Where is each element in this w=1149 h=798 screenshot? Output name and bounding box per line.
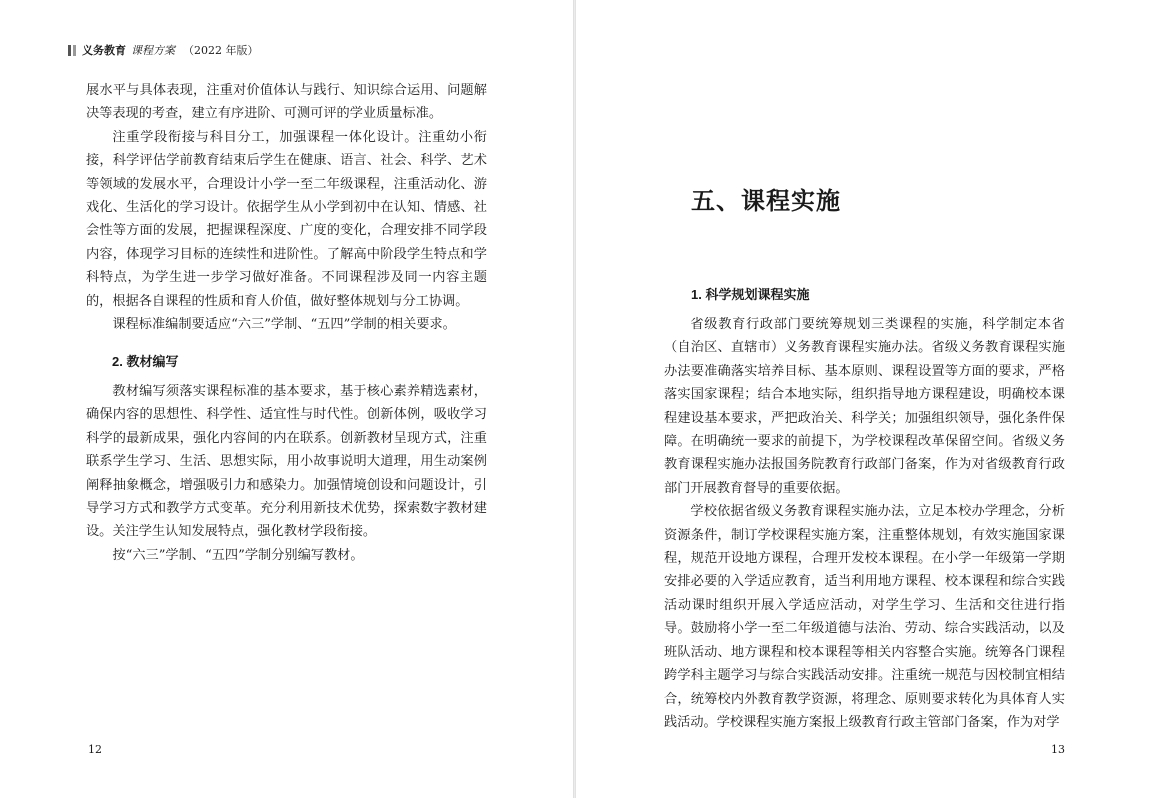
paragraph: 课程标准编制要适应“六三”学制、“五四”学制的相关要求。: [112, 317, 456, 333]
section-heading: 1. 科学规划课程实施: [691, 287, 810, 302]
paragraph: 展水平与具体表现，注重对价值体认与践行、知识综合运用、问题解决等表现的考查，建立有序进阶、可测可评的学业质量标准。: [86, 83, 487, 122]
running-head: [68, 43, 259, 57]
paragraph: 学校依据省级义务教育课程实施办法，立足本校办学理念，分析资源条件，制订学校课程实施方案，注重整体规划，有效实施国家课程，规范开设地方课程，合理开发校本课程。在小学一年级第一学期安排必要的入学适应教育，适当利用地方课程、校本课程和综合实践活动课时组织开展入学适应活动，对学生学习、生活和交往进行指导。鼓励将小学一至二年级道德与法治、劳动、综合实践活动，以及班队活动、地方课程和校本课程等相关内容整合实施。统筹各门课程跨学科主题学习与综合实践活动安排。注重统一规范与因校制宜相结合，统筹校内外教育教学资源，将理念、原则要求转化为具体育人实践活动。学校课程实施方案报上级教育行政主管部门备案，作为对学: [664, 504, 1065, 730]
running-head-book: 义务教育: [82, 44, 126, 57]
section-heading: 2. 教材编写: [112, 354, 179, 369]
paragraph: 省级教育行政部门要统筹规划三类课程的实施，科学制定本省（自治区、直辖市）义务教育课程实施办法。省级义务教育课程实施办法要准确落实培养目标、基本原则、课程设置等方面的要求，严格落实国家课程；结合本地实际，组织指导地方课程建设，明确校本课程建设基本要求，严把政治关、科学关；加强组织领导，强化条件保障。在明确统一要求的前提下，为学校课程改革保留空间。省级义务教育课程实施办法报国务院教育行政部门备案，作为对省级教育行政部门开展教育督导的重要依据。: [664, 317, 1065, 496]
paragraph: 注重学段衔接与科目分工，加强课程一体化设计。注重幼小衔接，科学评估学前教育结束后学生在健康、语言、社会、科学、艺术等领域的发展水平，合理设计小学一至二年级课程，注重活动化、游戏化、生活化的学习设计。依据学生从小学到初中在认知、情感、社会性等方面的发展，把握课程深度、广度的变化，合理安排不同学段内容，体现学习目标的连续性和进阶性。了解高中阶段学生特点和学科特点，为学生进一步学习做好准备。不同课程涉及同一内容主题的，根据各自课程的性质和育人价值，做好整体规划与分工协调。: [86, 129, 487, 309]
left-body-top: [86, 79, 487, 336]
left-page: [0, 0, 573, 798]
page-number: 13: [1051, 743, 1065, 756]
chapter-title: 五、课程实施: [691, 186, 841, 215]
left-body-bottom: [86, 380, 487, 567]
right-body: [664, 313, 1065, 734]
running-head-edition: （2022 年版）: [183, 44, 259, 57]
paragraph: 教材编写须落实课程标准的基本要求，基于核心素养精选素材，确保内容的思想性、科学性、适宜性与时代性。创新体例，吸收学习科学的最新成果，强化内容间的内在联系。创新教材呈现方式，注重联系学生学习、生活、思想实际，用小故事说明大道理，用生动案例阐释抽象概念，增强吸引力和感染力。加强情境创设和问题设计，引导学习方式和教学方式变革。充分利用新技术优势，探索数字教材建设。关注学生认知发展特点，强化教材学段衔接。: [86, 384, 487, 540]
page-number: 12: [88, 743, 102, 756]
paragraph: 按“六三”学制、“五四”学制分别编写教材。: [112, 547, 364, 563]
running-head-marker-icon: [68, 45, 76, 56]
book-gutter: [573, 0, 576, 798]
running-head-doc: 课程方案: [131, 44, 175, 57]
